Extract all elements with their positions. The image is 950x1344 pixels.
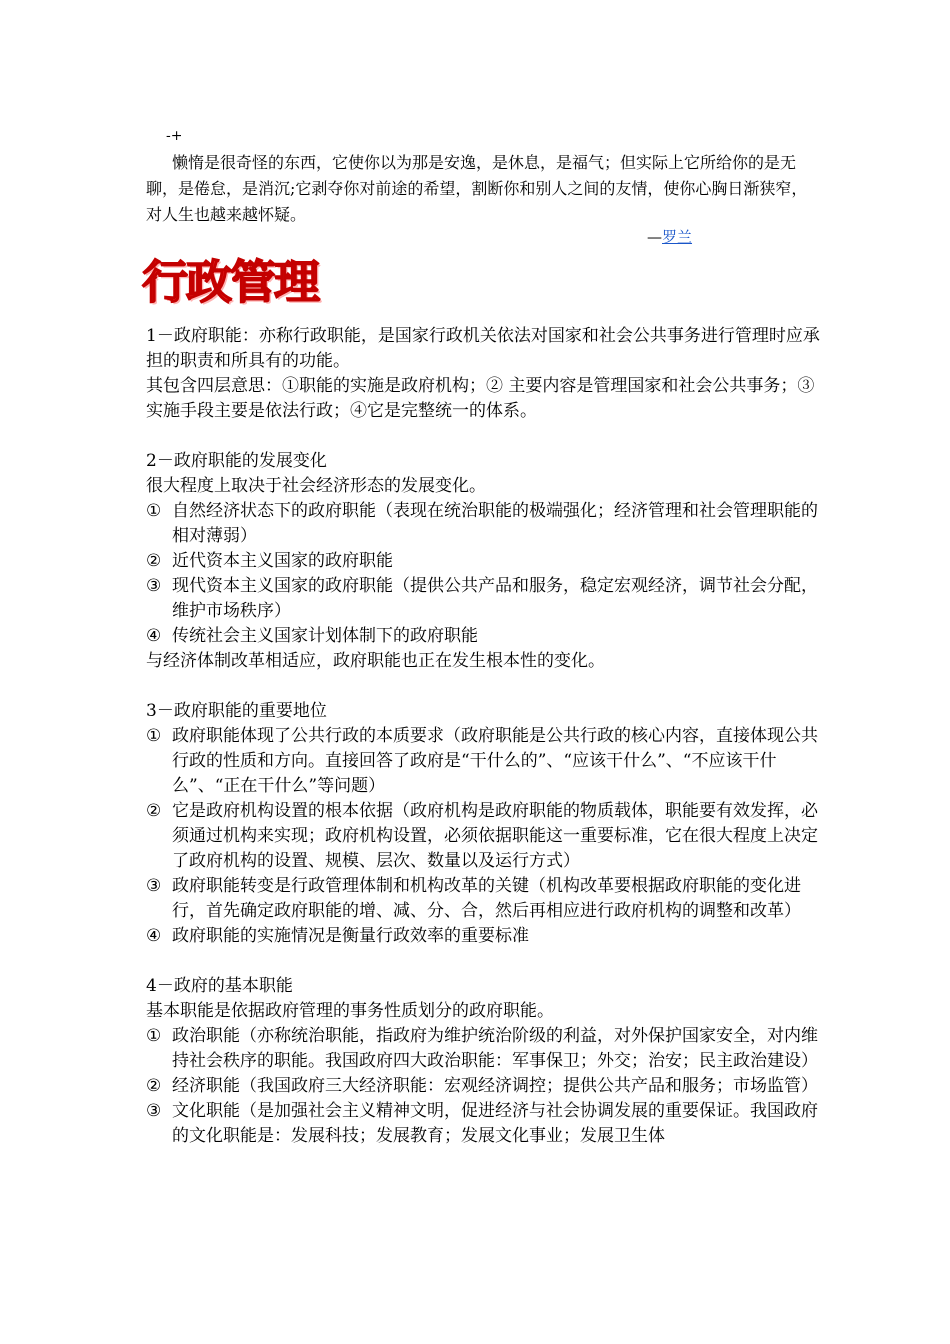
- quote-text: 懒惰是很奇怪的东西，它使你以为那是安逸，是休息，是福气；但实际上它所给你的是无聊，是倦怠，是消沉;它剥夺你对前途的希望，割断你和别人之间的友情，使你心胸日渐狭窄，对人生也越来越怀疑。: [146, 153, 808, 224]
- item-text: 政府职能的实施情况是衡量行政效率的重要标准: [172, 926, 529, 946]
- list-item: [146, 724, 822, 799]
- item-text: 它是政府机构设置的根本依据（政府机构是政府职能的物质载体，职能要有效发挥，必须通过机构来实现；政府机构设置，必须依据职能这一重要标准，它在很大程度上决定了政府机构的设置、规模、层次、数量以及运行方式）: [172, 801, 818, 871]
- item-number: ③: [146, 1101, 162, 1121]
- section-1-heading: 1－政府职能：亦称行政职能，是国家行政机关依法对国家和社会公共事务进行管理时应承担的职责和所具有的功能。: [146, 326, 820, 371]
- list-item: [146, 924, 822, 949]
- item-number: ①: [146, 1026, 162, 1046]
- item-number: ④: [146, 626, 162, 646]
- document-title: 行政管理: [142, 255, 318, 309]
- section-3-heading: 3－政府职能的重要地位: [146, 701, 327, 721]
- section-2-intro: 很大程度上取决于社会经济形态的发展变化。: [146, 476, 486, 496]
- item-number: ②: [146, 551, 162, 571]
- list-item: [146, 499, 822, 549]
- author-link[interactable]: 罗兰: [662, 228, 693, 246]
- item-text: 传统社会主义国家计划体制下的政府职能: [172, 626, 478, 646]
- list-item: [146, 874, 822, 924]
- item-number: ②: [146, 1076, 162, 1096]
- item-text: 近代资本主义国家的政府职能: [172, 551, 393, 571]
- quote-attribution: [647, 226, 692, 247]
- item-number: ①: [146, 726, 162, 746]
- list-item: [146, 549, 822, 574]
- page-marker: -+: [166, 128, 183, 144]
- list-item: [146, 624, 822, 649]
- item-number: ③: [146, 576, 162, 596]
- list-item: [146, 574, 822, 624]
- item-text: 政府职能转变是行政管理体制和机构改革的关键（机构改革要根据政府职能的变化进行，首先确定政府职能的增、减、分、合，然后再相应进行政府机构的调整和改革）: [172, 876, 801, 921]
- list-item: [146, 1074, 822, 1099]
- content-body: [146, 324, 822, 1149]
- section-2-heading: 2－政府职能的发展变化: [146, 451, 327, 471]
- list-item: [146, 1099, 822, 1149]
- item-text: 政治职能（亦称统治职能，指政府为维护统治阶级的利益，对外保护国家安全，对内维持社会秩序的职能。我国政府四大政治职能：军事保卫；外交；治安；民主政治建设）: [172, 1026, 818, 1071]
- item-number: ①: [146, 501, 162, 521]
- section-1-intro: 其包含四层意思：①职能的实施是政府机构；② 主要内容是管理国家和社会公共事务；③实施手段主要是依法行政；④它是完整统一的体系。: [146, 376, 815, 421]
- item-number: ④: [146, 926, 162, 946]
- item-text: 文化职能（是加强社会主义精神文明，促进经济与社会协调发展的重要保证。我国政府的文化职能是：发展科技；发展教育；发展文化事业；发展卫生体: [172, 1101, 818, 1146]
- section-2-outro: 与经济体制改革相适应，政府职能也正在发生根本性的变化。: [146, 651, 605, 671]
- list-item: [146, 1024, 822, 1074]
- list-item: [146, 799, 822, 874]
- item-text: 自然经济状态下的政府职能（表现在统治职能的极端强化；经济管理和社会管理职能的相对薄弱）: [172, 501, 818, 546]
- item-number: ③: [146, 876, 162, 896]
- item-text: 现代资本主义国家的政府职能（提供公共产品和服务，稳定宏观经济，调节社会分配，维护市场秩序）: [172, 576, 818, 621]
- item-text: 经济职能（我国政府三大经济职能：宏观经济调控；提供公共产品和服务；市场监管）: [172, 1076, 818, 1096]
- attribution-dash: —: [647, 228, 662, 246]
- section-4-heading: 4－政府的基本职能: [146, 976, 293, 996]
- item-text: 政府职能体现了公共行政的本质要求（政府职能是公共行政的核心内容，直接体现公共行政的性质和方向。直接回答了政府是“干什么的”、“应该干什么”、“不应该干什么”、“正在干什么”等问题）: [172, 726, 818, 796]
- section-4-intro: 基本职能是依据政府管理的事务性质划分的政府职能。: [146, 1001, 554, 1021]
- item-number: ②: [146, 801, 162, 821]
